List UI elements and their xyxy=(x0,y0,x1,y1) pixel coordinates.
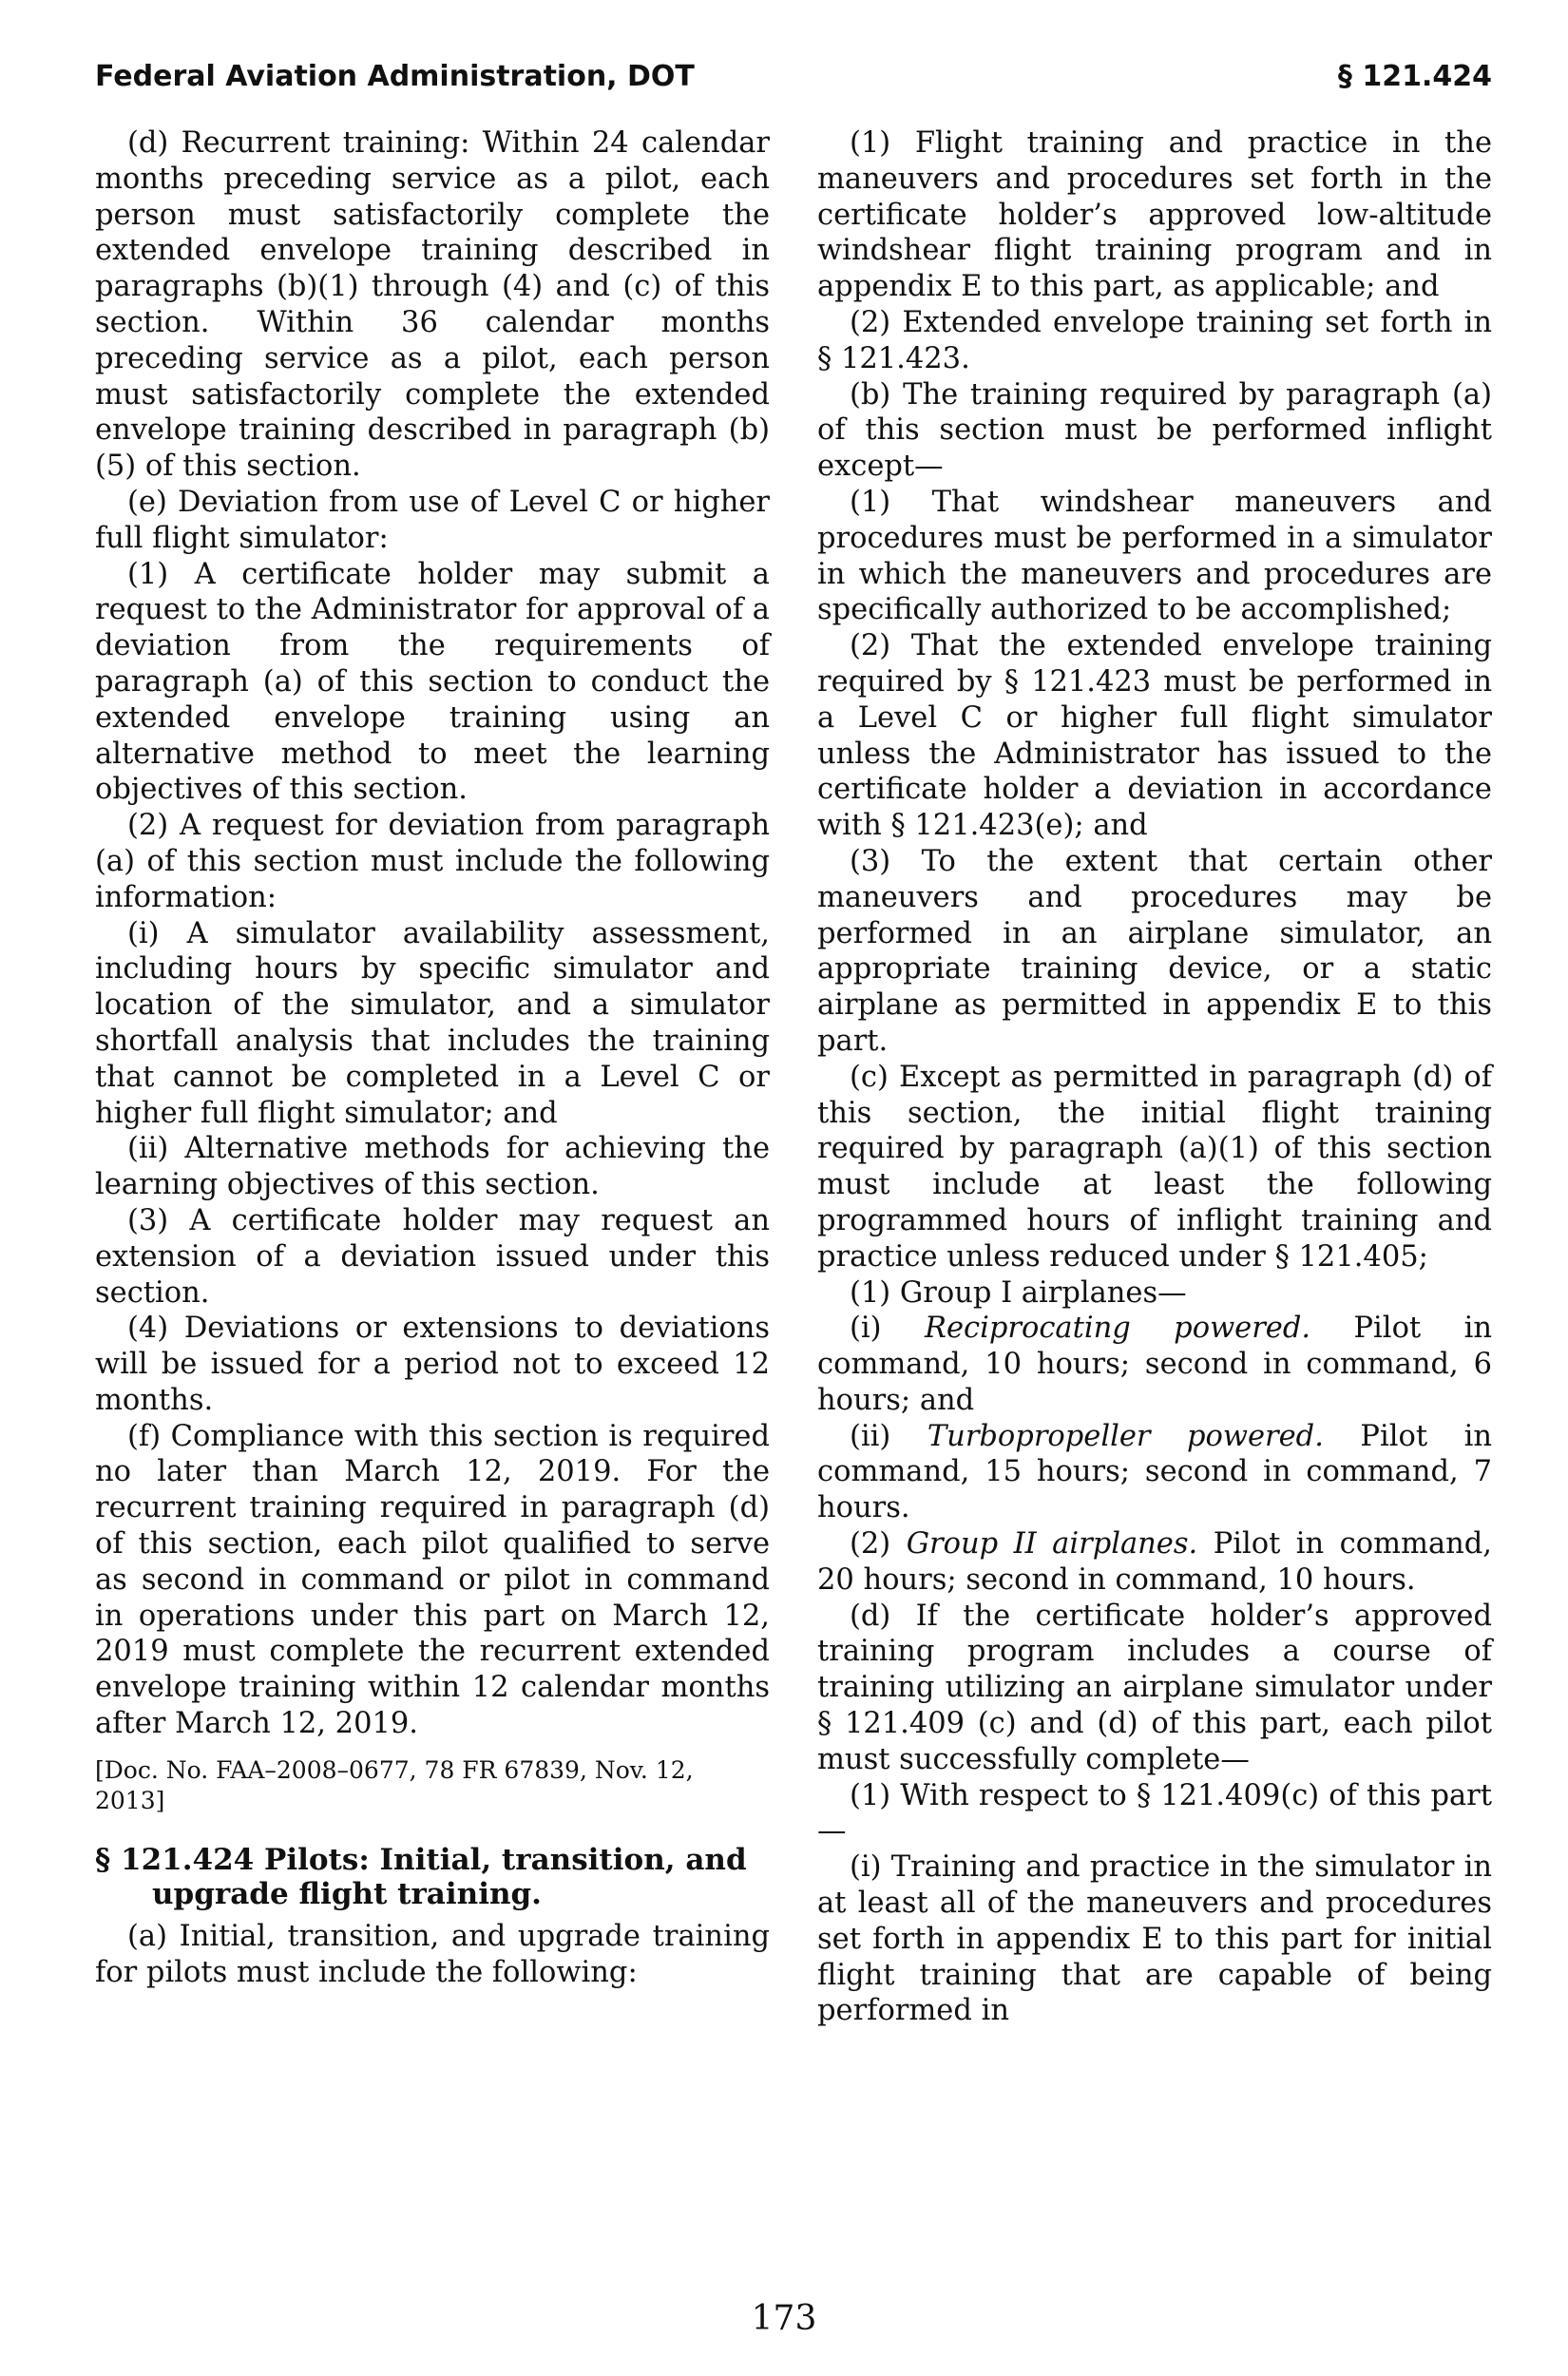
right-column xyxy=(817,125,1492,2029)
item-label: (2) xyxy=(850,1527,891,1562)
paragraph-e4: (4) Deviations or extensions to deviations will be issued for a period not to exceed 12 months. xyxy=(95,1312,770,1417)
paragraph-c2 xyxy=(817,1526,1492,1599)
paragraph-a2: (2) Extended envelope training set forth in § 121.423. xyxy=(817,305,1492,375)
doc-citation: [Doc. No. FAA–2008–0677, 78 FR 67839, Nov. 12, 2013] xyxy=(95,1755,694,1814)
paragraph-c1-i xyxy=(817,1311,1492,1418)
paragraph-d-recurrent-training: (d) Recurrent training: Within 24 calendar months preceding service as a pilot, each person must satisfactorily complete the extended envelope training described in paragraphs (b)(1) through (4) and (c) of this section. Within 36 calendar months preceding service as a pilot, each person must satisfactorily complete the extended envelope training described in paragraph (b)(5) of this section. xyxy=(95,126,770,484)
paragraph-a-initial-training: (a) Initial, transition, and upgrade training for pilots must include the following: xyxy=(95,1919,770,1989)
paragraph-e2: (2) A request for deviation from paragraph (a) of this section must include the following information: xyxy=(95,809,770,914)
paragraph-c1: (1) Group I airplanes— xyxy=(850,1275,1187,1310)
paragraph-f-compliance: (f) Compliance with this section is required no later than March 12, 2019. For the recurrent training required in paragraph (d) of this section, each pilot qualified to serve as second in command or pilot in command in operations under this part on March 12, 2019 must complete the recurrent extended envelope training within 12 calendar months after March 12, 2019. xyxy=(95,1419,770,1741)
italic-term: Turbopropeller powered. xyxy=(927,1419,1324,1453)
item-label: (i) xyxy=(850,1312,882,1346)
item-text: Pilot in command, 15 hours; second in command, 7 hours. xyxy=(817,1419,1492,1525)
paragraph-e3: (3) A certificate holder may request an extension of a deviation issued under this section. xyxy=(95,1203,770,1310)
italic-term: Group II airplanes. xyxy=(906,1527,1198,1562)
paragraph-b1: (1) That windshear maneuvers and procedures must be performed in a simulator in which the maneuvers and procedures are specifically authorized to be accomplished; xyxy=(817,485,1492,627)
paragraph-b: (b) The training required by paragraph (a) of this section must be performed inflight except— xyxy=(817,377,1492,484)
running-header xyxy=(95,53,1492,101)
paragraph-e2-ii: (ii) Alternative methods for achieving the learning objectives of this section. xyxy=(95,1132,770,1202)
paragraph-d-simulator: (d) If the certificate holder’s approved training program includes a course of training utilizing an airplane simulator under § 121.409 (c) and (d) of this part, each pilot must successfully complete— xyxy=(817,1599,1492,1776)
agency-name: Federal Aviation Administration, DOT xyxy=(95,60,695,93)
page-number: 173 xyxy=(751,2299,817,2338)
paragraph-b2: (2) That the extended envelope training required by § 121.423 must be performed in a Level C or higher full flight simulator unless the Administrator has issued to the certificate holder a deviation in accordance with § 121.423(e); and xyxy=(817,629,1492,843)
paragraph-d1: (1) With respect to § 121.409(c) of this part— xyxy=(817,1778,1492,1849)
paragraph-e2-i: (i) A simulator availability assessment, including hours by specific simulator and location of the simulator, and a simulator shortfall analysis that includes the training that cannot be completed in a Level C or higher full flight simulator; and xyxy=(95,916,770,1130)
paragraph-a1: (1) Flight training and practice in the maneuvers and procedures set forth in the certificate holder’s approved low-altitude windshear flight training program and in appendix E to this part, as applicable; and xyxy=(817,126,1492,304)
paragraph-e-deviation: (e) Deviation from use of Level C or higher full flight simulator: xyxy=(95,485,770,555)
left-column xyxy=(95,125,770,1990)
item-text: Pilot in command, 20 hours; second in command, 10 hours. xyxy=(817,1527,1492,1597)
item-text: Pilot in command, 10 hours; second in command, 6 hours; and xyxy=(817,1312,1493,1417)
section-heading: § 121.424 Pilots: Initial, transition, and upgrade flight training. xyxy=(95,1842,747,1911)
section-reference: § 121.424 xyxy=(1337,60,1492,93)
paragraph-b3: (3) To the extent that certain other maneuvers and procedures may be performed in an airplane simulator, an appropriate training device, or a static airplane as permitted in appendix E to this part. xyxy=(817,844,1492,1058)
paragraph-d1-i: (i) Training and practice in the simulator in at least all of the maneuvers and procedures set forth in appendix E to this part for initial flight training that are capable of being performed in xyxy=(817,1850,1492,2028)
item-label: (ii) xyxy=(850,1419,891,1453)
italic-term: Reciprocating powered. xyxy=(925,1312,1311,1346)
paragraph-c: (c) Except as permitted in paragraph (d) of this section, the initial flight training required by paragraph (a)(1) of this section must include at least the following programmed hours of inflight training and practice unless reduced under § 121.405; xyxy=(817,1060,1492,1274)
paragraph-e1: (1) A certificate holder may submit a request to the Administrator for approval of a deviation from the requirements of paragraph (a) of this section to conduct the extended envelope training using an alternative method to meet the learning objectives of this section. xyxy=(95,557,770,807)
paragraph-c1-ii xyxy=(817,1419,1492,1526)
